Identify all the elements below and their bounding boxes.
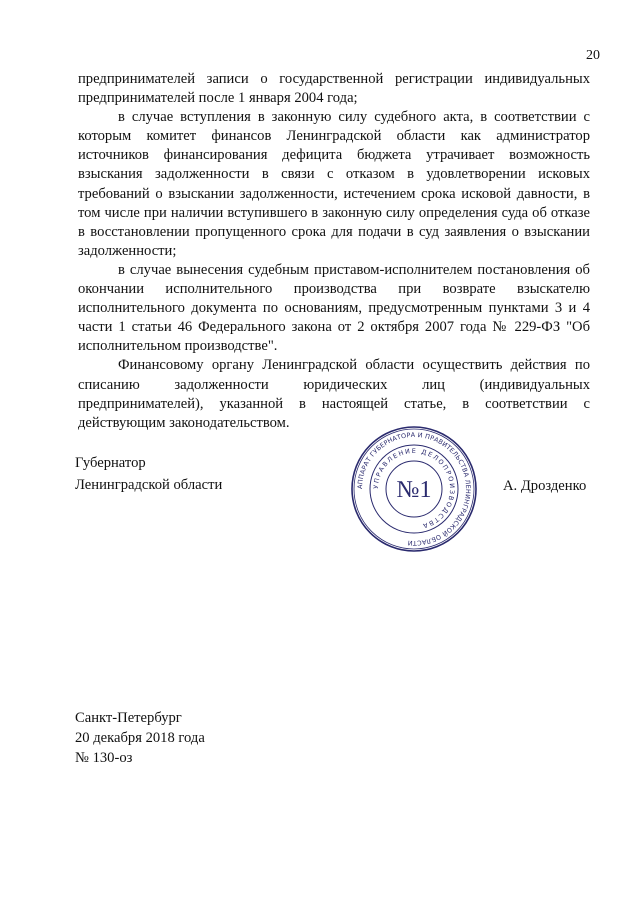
document-footer — [75, 708, 205, 768]
paragraph-continuation: предпринимателей записи о государственной регистрации индивидуальных предпринимателей после 1 января 2004 года; — [78, 71, 590, 107]
paragraph-bailiff: в случае вынесения судебным приставом-исполнителем постановления об окончании исполнительного производства при возврате взыскателю исполнительного документа по основаниям, предусмотренным пунктами 3 и 4 части 1 статьи 46 Федерального закона от 2 октября 2007 года № 229-ФЗ "Об исполнительном производстве". — [78, 261, 590, 355]
official-seal — [350, 425, 478, 553]
signature-block — [75, 452, 222, 496]
signing-place: Санкт-Петербург — [75, 710, 182, 726]
page-number: 20 — [586, 48, 600, 63]
document-body — [78, 70, 590, 433]
signer-position-title: Губернатор — [75, 455, 146, 471]
signing-date: 20 декабря 2018 года — [75, 730, 205, 746]
law-number: № 130-оз — [75, 750, 133, 766]
seal-number: №1 — [396, 477, 432, 503]
signer-position-region: Ленинградской области — [75, 477, 223, 493]
paragraph-court-act: в случае вступления в законную силу судебного акта, в соответствии с которым комитет финансов Ленинградской области как администратор источников финансирования дефицита бюджета утрачивает возможность взыскания задолженности в связи с отказом в удовлетворении исковых требований о взыскании задолженности, истечением срока исковой давности, в том числе при наличии вступившего в законную силу определения суда об отказе в восстановлении пропущенного срока для подачи в суд заявления о взыскании задолженности; — [78, 109, 590, 259]
signer-name: А. Дрозденко — [503, 478, 587, 494]
seal-inner-text: УПРАВЛЕНИЕ ДЕЛОПРОИЗВОДСТВА — [371, 446, 457, 531]
paragraph-financial-body: Финансовому органу Ленинградской области осуществить действия по списанию задолженности юридических лиц (индивидуальных предпринимателей), указанной в настоящей статье, в соответствии с действующим законодательством. — [78, 357, 590, 431]
seal-ring-text: АППАРАТ ГУБЕРНАТОРА И ПРАВИТЕЛЬСТВА ЛЕНИНГРАДСКОЙ ОБЛАСТИ — [355, 430, 473, 548]
